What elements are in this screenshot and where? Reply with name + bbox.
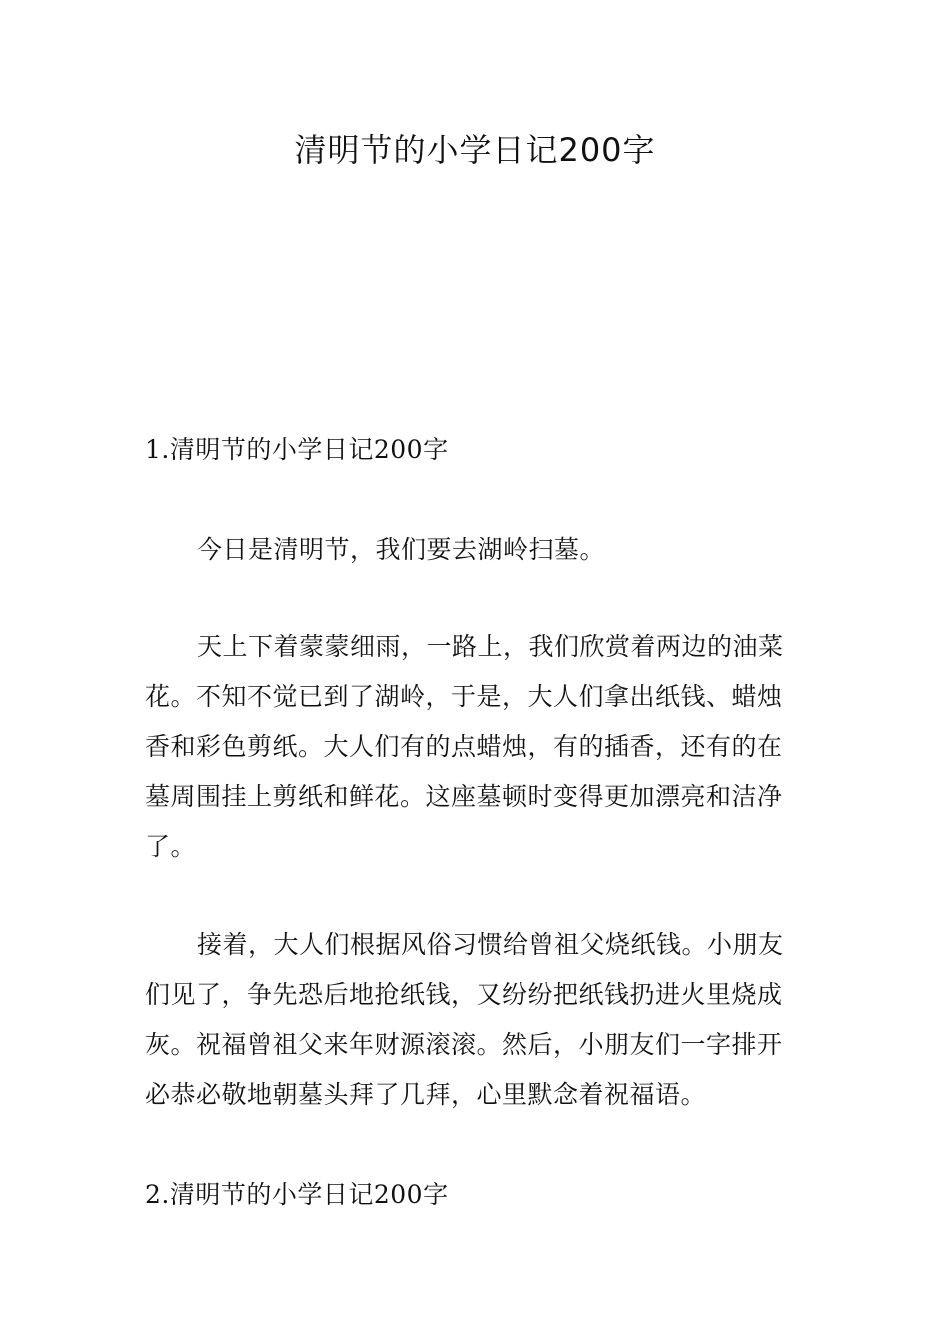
paragraph-3: 接着，大人们根据风俗习惯给曾祖父烧纸钱。小朋友们见了，争先恐后地抢纸钱，又纷纷把纸钱扔进火里烧成灰。祝福曾祖父来年财源滚滚。然后，小朋友们一字排开必恭必敬地朝墓头拜了几拜，心里默念着祝福语。: [145, 930, 784, 1109]
page-title: 清明节的小学日记200字: [294, 131, 656, 169]
paragraph-1: 今日是清明节，我们要去湖岭扫墓。: [197, 535, 606, 564]
section-heading-2: 2.清明节的小学日记200字: [145, 1180, 449, 1209]
section-heading-1: 1.清明节的小学日记200字: [145, 435, 449, 464]
paragraph-2: 天上下着蒙蒙细雨，一路上，我们欣赏着两边的油菜花。不知不觉已到了湖岭，于是，大人们拿出纸钱、蜡烛香和彩色剪纸。大人们有的点蜡烛，有的插香，还有的在墓周围挂上剪纸和鲜花。这座墓顿时变得更加漂亮和洁净了。: [145, 632, 784, 861]
